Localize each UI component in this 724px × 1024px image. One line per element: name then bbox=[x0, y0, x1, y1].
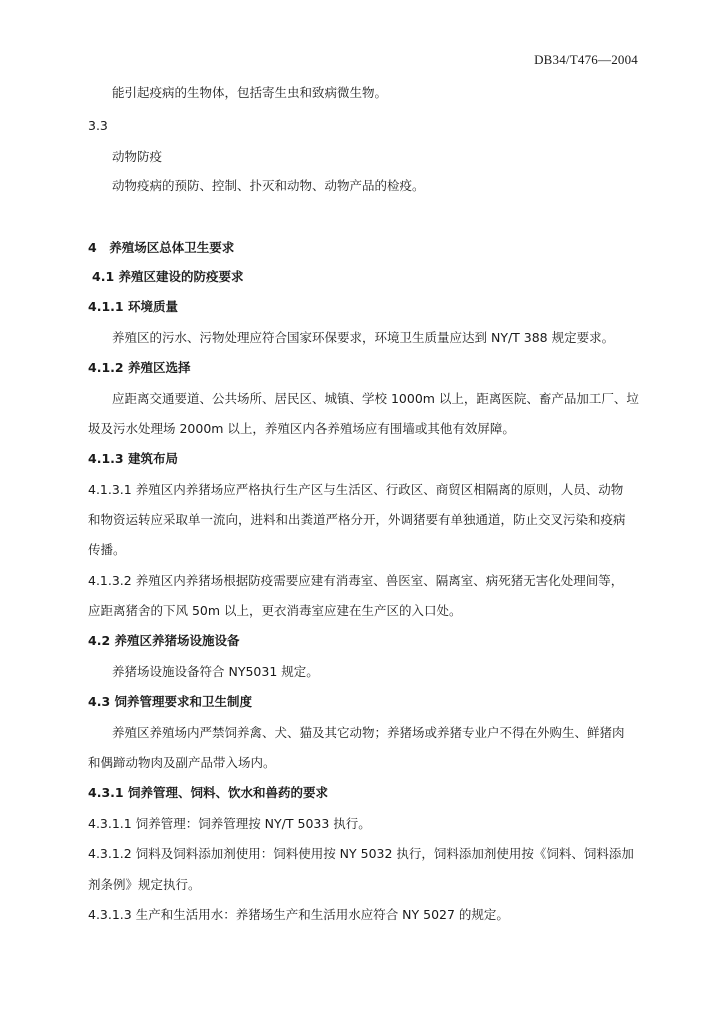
paragraph-text: 4.1.3.1 养殖区内养猪场应严格执行生产区与生活区、行政区、商贸区相隔离的原则，人员、动物 bbox=[88, 482, 624, 497]
paragraph-text: 4.3.1.1 饲养管理：饲养管理按 NY/T 5033 执行。 bbox=[88, 816, 371, 831]
subsection-heading: 4.1.1 环境质量 bbox=[88, 299, 178, 314]
paragraph-text: 剂条例》规定执行。 bbox=[88, 877, 201, 892]
paragraph-text: 养猪场设施设备符合 NY5031 规定。 bbox=[112, 664, 319, 679]
paragraph-text: 养殖区养殖场内严禁饲养禽、犬、猫及其它动物；养猪场或养猪专业户不得在外购生、鲜猪肉 bbox=[112, 725, 625, 740]
paragraph-text: 和偶蹄动物肉及副产品带入场内。 bbox=[88, 755, 276, 770]
paragraph-text: 传播。 bbox=[88, 542, 126, 557]
paragraph-text: 应距离猪舍的下风 50m 以上，更衣消毒室应建在生产区的入口处。 bbox=[88, 603, 462, 618]
definition-text: 动物疫病的预防、控制、扑灭和动物、动物产品的检疫。 bbox=[112, 178, 425, 193]
paragraph-text: 4.3.1.3 生产和生活用水：养猪场生产和生活用水应符合 NY 5027 的规定。 bbox=[88, 907, 509, 922]
clause-number: 3.3 bbox=[88, 118, 108, 133]
paragraph-text: 和物资运转应采取单一流向，进料和出粪道严格分开，外调猪要有单独通道，防止交叉污染和疫病 bbox=[88, 512, 626, 527]
paragraph-text: 4.3.1.2 饲料及饲料添加剂使用：饲料使用按 NY 5032 执行，饲料添加剂使用按《饲料、饲料添加 bbox=[88, 846, 634, 861]
definition-text: 能引起疫病的生物体，包括寄生虫和致病微生物。 bbox=[112, 85, 388, 100]
subsection-heading: 4.1.3 建筑布局 bbox=[88, 451, 178, 466]
section-heading: 4 养殖场区总体卫生要求 bbox=[88, 240, 235, 255]
subsection-heading: 4.3.1 饲养管理、饲料、饮水和兽药的要求 bbox=[88, 785, 328, 800]
subsection-heading: 4.2 养殖区养猪场设施设备 bbox=[88, 633, 240, 648]
paragraph-text: 4.1.3.2 养殖区内养猪场根据防疫需要应建有消毒室、兽医室、隔离室、病死猪无害化处理间等， bbox=[88, 573, 624, 588]
paragraph-text: 养殖区的污水、污物处理应符合国家环保要求，环境卫生质量应达到 NY/T 388 规定要求。 bbox=[112, 330, 615, 345]
document-code: DB34/T476—2004 bbox=[534, 52, 638, 67]
paragraph-text: 圾及污水处理场 2000m 以上，养殖区内各养殖场应有围墙或其他有效屏障。 bbox=[88, 421, 515, 436]
subsection-heading: 4.3 饲养管理要求和卫生制度 bbox=[88, 694, 252, 709]
subsection-heading: 4.1 养殖区建设的防疫要求 bbox=[92, 269, 244, 284]
subsection-heading: 4.1.2 养殖区选择 bbox=[88, 360, 191, 375]
term-heading: 动物防疫 bbox=[112, 149, 163, 164]
paragraph-text: 应距离交通要道、公共场所、居民区、城镇、学校 1000m 以上，距离医院、畜产品加工厂、垃 bbox=[112, 391, 639, 406]
